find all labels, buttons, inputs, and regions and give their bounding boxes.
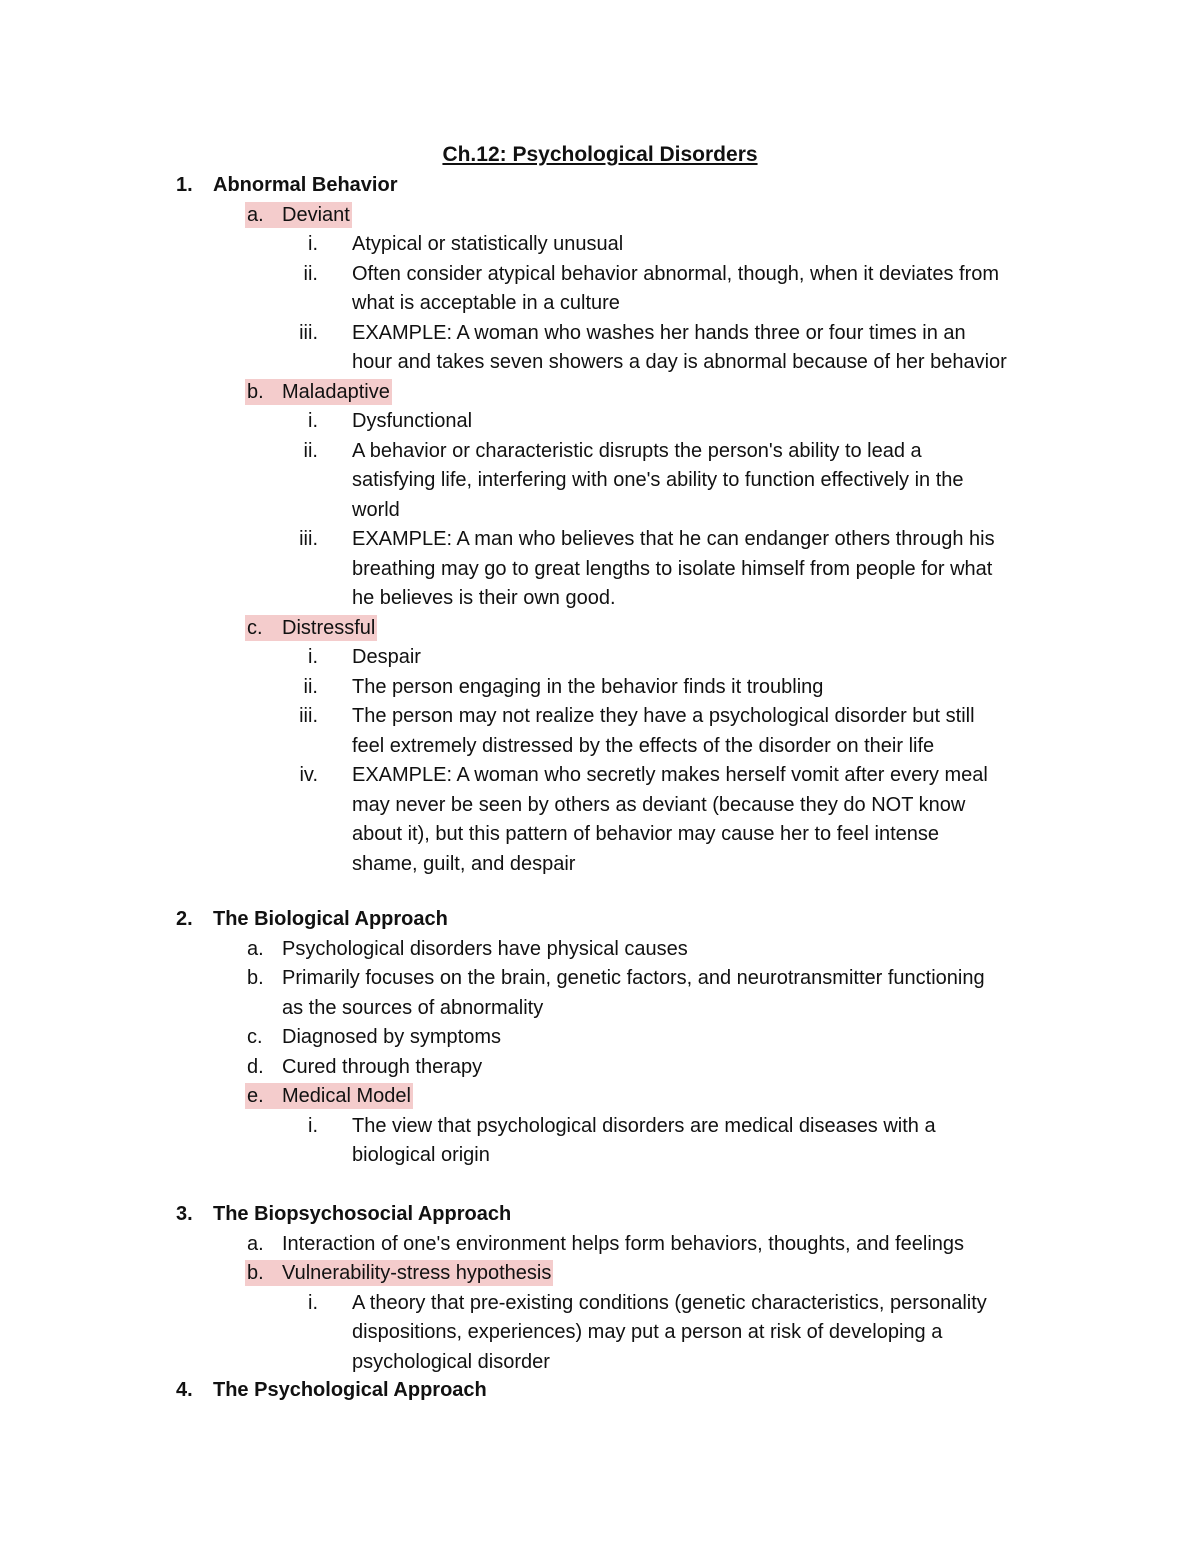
subitem-text: EXAMPLE: A woman who secretly makes herself vomit after every meal	[352, 764, 988, 786]
subitem-numeral: i.	[308, 1291, 318, 1314]
item-letter: a.	[247, 203, 264, 226]
item-text: Psychological disorders have physical causes	[282, 937, 688, 960]
item-text: Vulnerability-stress hypothesis	[282, 1262, 552, 1284]
subitem-text: satisfying life, interfering with one's ability to function effectively in the	[352, 469, 964, 491]
subitem-text: Often consider atypical behavior abnormal, though, when it deviates from	[352, 262, 1000, 285]
subitem-numeral: ii.	[303, 262, 318, 285]
item-text: Medical Model	[282, 1085, 411, 1107]
section-number: 1.	[176, 174, 193, 196]
subitem-text: shame, guilt, and despair	[352, 852, 576, 875]
subitem-text: he believes is their own good.	[352, 587, 616, 609]
item-letter: c.	[247, 616, 263, 639]
item-letter: c.	[247, 1026, 263, 1048]
section-heading: The Biopsychosocial Approach	[213, 1203, 512, 1225]
subitem-numeral: iv.	[299, 764, 318, 786]
subitem-text: The view that psychological disorders are medical diseases with a	[352, 1114, 936, 1137]
item-letter: d.	[247, 1055, 264, 1078]
section-number: 4.	[176, 1379, 193, 1401]
page-title: Ch.12: Psychological Disorders	[442, 143, 758, 166]
item-text: Primarily focuses on the brain, genetic factors, and neurotransmitter functioning	[282, 967, 985, 989]
section-heading: The Psychological Approach	[213, 1379, 487, 1401]
item-letter: a.	[247, 937, 264, 960]
item-text: Deviant	[282, 203, 350, 226]
subitem-numeral: iii.	[299, 528, 318, 550]
subitem-numeral: i.	[308, 410, 318, 432]
subitem-numeral: i.	[308, 1114, 318, 1137]
subitem-text: world	[352, 498, 400, 521]
subitem-text: The person engaging in the behavior finds it troubling	[352, 675, 824, 698]
subitem-text: may never be seen by others as deviant (because they do NOT know	[352, 793, 966, 816]
subitem-text: psychological disorder	[352, 1350, 550, 1373]
subitem-text: Dysfunctional	[352, 410, 473, 432]
subitem-text: dispositions, experiences) may put a person at risk of developing a	[352, 1321, 943, 1343]
item-text: Distressful	[282, 616, 376, 639]
item-letter: a.	[247, 1232, 264, 1255]
subitem-text: EXAMPLE: A man who believes that he can endanger others through his	[352, 528, 995, 550]
subitem-text: A theory that pre-existing conditions (genetic characteristics, personality	[352, 1291, 987, 1314]
item-text-continued: as the sources of abnormality	[282, 996, 544, 1019]
item-text: Maladaptive	[282, 380, 390, 403]
subitem-text: Atypical or statistically unusual	[352, 233, 624, 255]
subitem-text: what is acceptable in a culture	[352, 292, 620, 314]
subitem-text: about it), but this pattern of behavior may cause her to feel intense	[352, 823, 940, 845]
subitem-numeral: i.	[308, 646, 318, 668]
item-text: Diagnosed by symptoms	[282, 1026, 501, 1048]
subitem-text: Despair	[352, 646, 421, 668]
subitem-text: hour and takes seven showers a day is abnormal because of her behavior	[352, 351, 1007, 373]
section-heading: Abnormal Behavior	[213, 174, 398, 196]
item-letter: b.	[247, 380, 264, 403]
subitem-text: biological origin	[352, 1144, 490, 1166]
section-number: 2.	[176, 908, 193, 930]
item-letter: b.	[247, 967, 264, 989]
subitem-numeral: iii.	[299, 705, 318, 727]
item-letter: e.	[247, 1085, 264, 1107]
subitem-text: The person may not realize they have a psychological disorder but still	[352, 705, 975, 727]
subitem-numeral: i.	[308, 233, 318, 255]
item-letter: b.	[247, 1262, 264, 1284]
subitem-text: feel extremely distressed by the effects of the disorder on their life	[352, 734, 935, 757]
item-text: Interaction of one's environment helps form behaviors, thoughts, and feelings	[282, 1232, 965, 1255]
subitem-numeral: ii.	[303, 675, 318, 698]
section-number: 3.	[176, 1203, 193, 1225]
subitem-numeral: iii.	[299, 321, 318, 344]
subitem-text: breathing may go to great lengths to isolate himself from people for what	[352, 557, 993, 580]
subitem-text: A behavior or characteristic disrupts the person's ability to lead a	[352, 439, 922, 462]
item-text: Cured through therapy	[282, 1055, 483, 1078]
subitem-numeral: ii.	[303, 439, 318, 462]
section-heading: The Biological Approach	[213, 908, 448, 930]
subitem-text: EXAMPLE: A woman who washes her hands three or four times in an	[352, 321, 966, 344]
